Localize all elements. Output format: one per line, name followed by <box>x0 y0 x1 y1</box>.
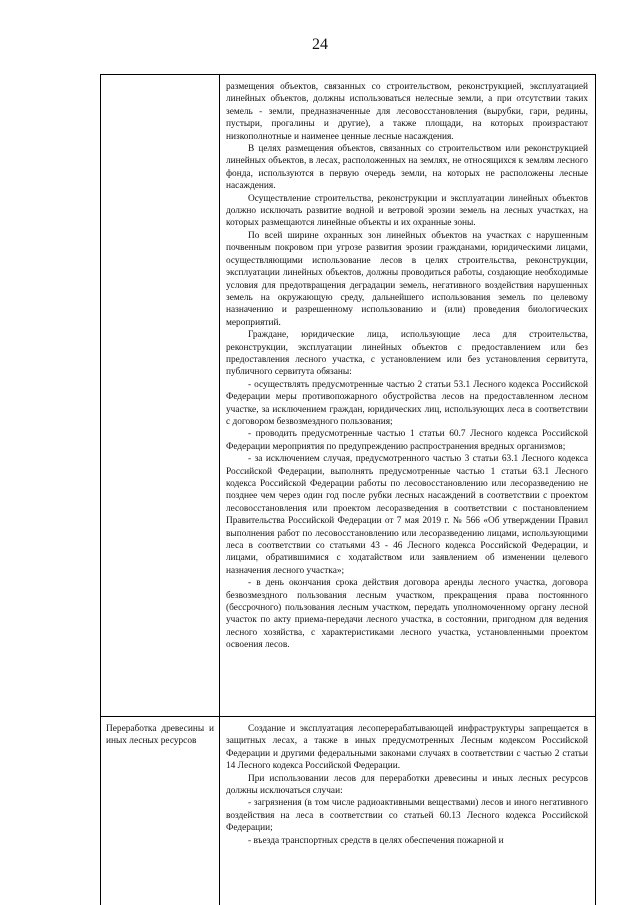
paragraph: - за исключением случая, предусмотренного частью 3 статьи 63.1 Лесного кодекса Российской Федерации, выполнять предусмотренные частью 1 статьи 63.1 Лесного кодекса Российской Федерации работы по лесовосстановлению или лесоразведению не позднее чем через один год после рубки лесных насаждений в соответствии с проектом лесовосстановления или проектом лесоразведения в соответствии с постановлением Правительства Российской Федерации от 7 мая 2019 г. № 566 «Об утверждении Правил выполнения работ по лесовосстановлению или лесоразведению лицами, использующими леса в соответствии со статьями 43 - 46 Лесного кодекса Российской Федерации, и лицами, обратившимися с ходатайством или заявлением об изменении целевого назначения лесного участка»; <box>226 454 588 576</box>
column-divider <box>219 75 220 905</box>
paragraph: - проводить предусмотренные частью 1 статьи 60.7 Лесного кодекса Российской Федерации мероприятия по предупреждению распространения вредных организмов; <box>226 429 588 452</box>
paragraph: - осуществлять предусмотренные частью 2 статьи 53.1 Лесного кодекса Российской Федерации меры противопожарного обустройства лесов на предоставленном лесном участке, за исключением граждан, юридических лиц, использующих леса в соответствии с договором безвозмездного пользования; <box>226 379 588 427</box>
paragraph: Граждане, юридические лица, использующие леса для строительства, реконструкции, эксплуатации линейных объектов с предоставлением или без предоставления лесного участка, с установлением или без установления сервитута, публичного сервитута обязаны: <box>226 330 588 378</box>
paragraph: - в день окончания срока действия договора аренды лесного участка, договора безвозмездного пользования лесным участком, прекращения права постоянного (бессрочного) пользования лесным участком, передать уполномоченному органу лесной участок по акту приема-передачи лесного участка, в состоянии, пригодном для ведения лесного хозяйства, с характеристиками лесного участка, установленными проектом освоения лесов. <box>226 578 588 651</box>
page-number: 24 <box>312 36 328 53</box>
paragraph: По всей ширине охранных зон линейных объектов на участках с нарушенным почвенным покровом при угрозе развития эрозии гражданами, юридическими лицами, осуществляющими использование лесов в целях строительства, реконструкции, эксплуатации линейных объектов, должны проводиться работы, создающие необходимые условия для предотвращения деградации земель, негативного воздействия нарушенных земель на окружающую среду, дальнейшего использования земель по целевому назначению и разрешенному использованию и (или) проведения биологических мероприятий. <box>226 230 588 328</box>
row-divider <box>101 716 595 717</box>
row1-content-cell <box>226 81 588 652</box>
paragraph: Создание и эксплуатация лесоперерабатывающей инфраструктуры запрещается в защитных лесах, а также в иных предусмотренных Лесным кодексом Российской Федерации и другими федеральными законами случаях в соответствии с частью 2 статьи 14 Лесного кодекса Российской Федерации. <box>226 724 588 772</box>
paragraph: - загрязнения (в том числе радиоактивными веществами) лесов и иного негативного воздействия на леса в соответствии со статьей 60.13 Лесного кодекса Российской Федерации; <box>226 798 588 834</box>
paragraph: - въезда транспортных средств в целях обеспечения пожарной и <box>248 835 504 846</box>
paragraph: размещения объектов, связанных со строительством, реконструкцией, эксплуатацией линейных объектов, должны использоваться нелесные земли, а при отсутствии таких земель - земли, предназначенные для лесовосстановления (вырубки, гари, редины, пустыри, прогалины и другие), а также площади, на которых произрастают низкополнотные и наименее ценные лесные насаждения. <box>226 82 588 142</box>
paragraph: Осуществление строительства, реконструкции и эксплуатации линейных объектов должно исключать развитие водной и ветровой эрозии земель на лесных участках, на которых размещаются линейные объекты и их охранные зоны. <box>226 193 588 229</box>
paragraph: При использовании лесов для переработки древесины и иных лесных ресурсов должны исключаться случаи: <box>226 773 588 797</box>
forest-use-table <box>100 74 596 905</box>
row2-label-cell: Переработка древесины и иных лесных ресурсов <box>106 724 214 747</box>
paragraph: В целях размещения объектов, связанных со строительством или реконструкцией линейных объектов, в лесах, расположенных на землях, не относящихся к землям лесного фонда, используются в первую очередь земли, на которых не расположены лесные насаждения. <box>226 144 588 192</box>
row2-content-cell <box>226 723 588 847</box>
